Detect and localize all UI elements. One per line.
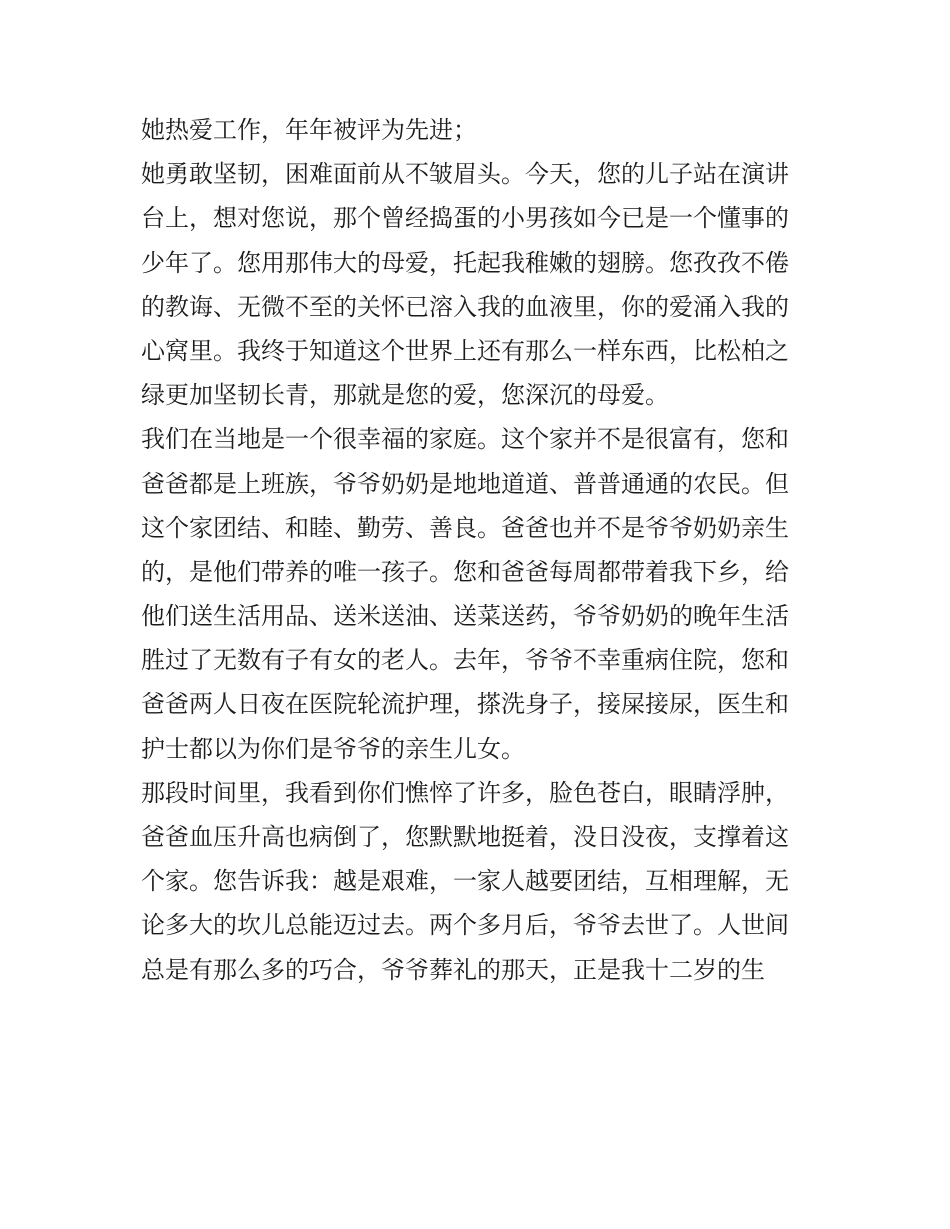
text-line: 绿更加坚韧长青，那就是您的爱，您深沉的母爱。 [141,381,669,410]
text-line: 她勇敢坚韧，困难面前从不皱眉头。今天，您的儿子站在演讲 [141,160,789,189]
text-line: 个家。您告诉我：越是艰难，一家人越要团结，互相理解，无 [141,867,789,896]
text-line: 少年了。您用那伟大的母爱，托起我稚嫩的翅膀。您孜孜不倦 [141,248,789,277]
paragraph-3 [141,417,813,771]
text-line: 我们在当地是一个很幸福的家庭。这个家并不是很富有，您和 [141,425,789,454]
text-line: 爸爸两人日夜在医院轮流护理，搽洗身子，接屎接尿，医生和 [141,690,789,719]
text-line: 心窝里。我终于知道这个世界上还有那么一样东西，比松柏之 [141,336,789,365]
text-line: 这个家团结、和睦、勤劳、善良。爸爸也并不是爷爷奶奶亲生 [141,513,789,542]
text-line: 那段时间里，我看到你们憔悴了许多，脸色苍白，眼睛浮肿， [141,778,789,807]
text-line: 总是有那么多的巧合，爷爷葬礼的那天，正是我十二岁的生 [141,955,765,984]
text-line: 她热爱工作，年年被评为先进； [141,116,477,144]
paragraph-1 [141,108,813,152]
text-line: 爸爸血压升高也病倒了，您默默地挺着，没日没夜，支撑着这 [141,823,789,851]
text-line: 他们送生活用品、送米送油、送菜送药，爷爷奶奶的晚年生活 [141,602,789,631]
text-line: 护士都以为你们是爷爷的亲生儿女。 [141,734,525,763]
paragraph-4 [141,771,813,992]
text-line: 台上，想对您说，那个曾经捣蛋的小男孩如今已是一个懂事的 [141,204,789,233]
text-line: 胜过了无数有子有女的老人。去年，爷爷不幸重病住院，您和 [141,646,789,675]
text-line: 爸爸都是上班族，爷爷奶奶是地地道道、普普通通的农民。但 [141,469,789,498]
text-line: 的，是他们带养的唯一孩子。您和爸爸每周都带着我下乡，给 [141,557,789,586]
document-body [141,108,813,992]
paragraph-2 [141,152,813,417]
text-line: 的教诲、无微不至的关怀已溶入我的血液里，你的爱涌入我的 [141,292,789,321]
text-line: 论多大的坎儿总能迈过去。两个多月后，爷爷去世了。人世间 [141,911,789,940]
